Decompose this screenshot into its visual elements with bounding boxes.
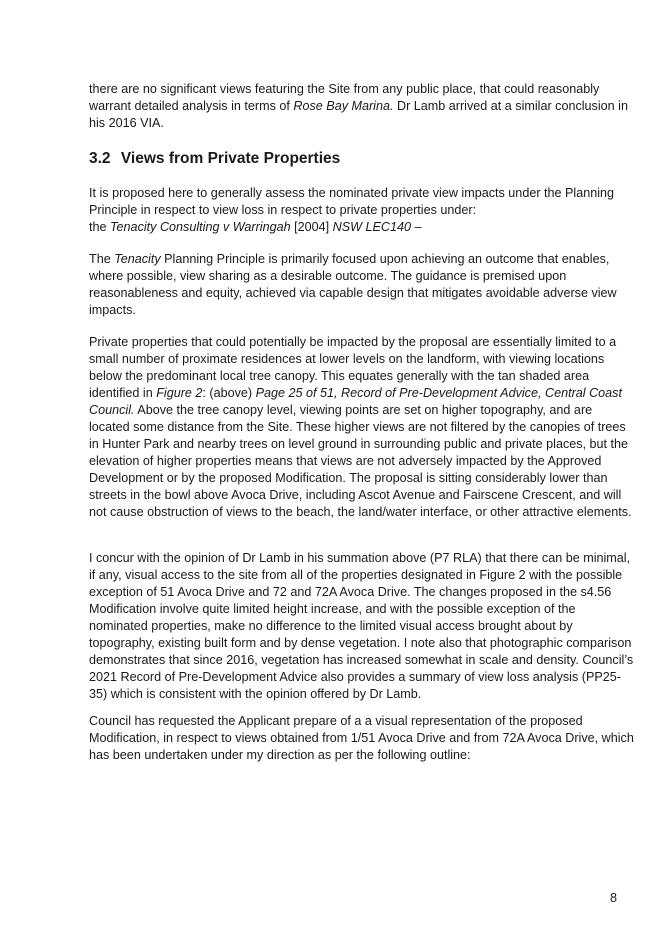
text-run: [2004] <box>290 220 333 234</box>
text-run: Dr Lamb arrived at a similar conclusion in his 2016 VIA. <box>89 99 628 130</box>
italic-run: Tenacity Consulting v Warringah <box>110 220 291 234</box>
italic-run: Rose Bay Marina. <box>293 99 394 113</box>
text-run: Council has requested the Applicant prepare of a a visual representation of the proposed Modification, in respect to views obtained from 1/51 Avoca Drive and from 72A Avoca Drive, which has been undertaken under my direction as per the following outline: <box>89 714 634 762</box>
text-run: It is proposed here to generally assess the nominated private view impacts under the Planning Principle in respect to view loss in respect to private properties under: <box>89 186 615 217</box>
text-run: Private properties that could potentially be impacted by the proposal are essentially limited to a small number of proximate residences at lower levels on the landform, with viewing locations below the predominant local tree canopy. This equates generally with the tan shaded area identified in <box>89 335 617 400</box>
text-run: there are no significant views featuring the Site from any public place, that could reasonably warrant detailed analysis in terms of <box>89 82 600 113</box>
text-run: Planning Principle is primarily focused upon achieving an outcome that enables, where possible, view sharing as a desirable outcome. The guidance is premised upon reasonableness and equity, achieved via capable design that mitigates avoidable adverse view impacts. <box>89 252 617 317</box>
section-heading <box>89 149 634 169</box>
italic-run: Figure 2 <box>156 386 203 400</box>
text-run: the <box>89 220 111 234</box>
paragraph-private-properties <box>89 334 634 521</box>
section-title: Views from Private Properties <box>120 150 341 167</box>
page-number: 8 <box>610 891 618 905</box>
paragraph-council-request <box>89 713 634 764</box>
paragraph-concur-dr-lamb <box>89 550 634 703</box>
text-run: I concur with the opinion of Dr Lamb in his summation above (P7 RLA) that there can be minimal, if any, visual access to the site from all of the properties designated in Figure 2 with the possible exception of 51 Avoca Drive and 72 and 72A Avoca Drive. The changes proposed in the s4.56 Modification involve quite limited height increase, and with the possible exception of the nominated properties, make no difference to the limited visual access brought about by topography, existing built form and by dense vegetation. I note also that photographic comparison demonstrates that since 2016, vegetation has increased somewhat in scale and density. Council’s 2021 Record of Pre-Development Advice also provides a summary of view loss analysis (PP25-35) which is consistent with the opinion offered by Dr Lamb. <box>89 551 634 701</box>
text-run: – <box>411 220 422 234</box>
text-run: The <box>89 252 115 266</box>
paragraph-rose-bay-marina <box>89 81 634 132</box>
section-number: 3.2 <box>89 150 111 167</box>
italic-run: NSW LEC140 <box>332 220 412 234</box>
text-run: Above the tree canopy level, viewing points are set on higher topography, and are located some distance from the Site. These higher views are not filtered by the canopies of trees in Hunter Park and nearby trees on level ground in surrounding public and private places, but the elevation of higher properties means that views are not adversely impacted by the Approved Development or by the proposed Modification. The proposal is sitting considerably lower than streets in the bowl above Avoca Drive, including Ascot Avenue and Fairscene Crescent, and will not cause obstruction of views to the beach, the land/water interface, or other attractive elements. <box>89 403 632 519</box>
paragraph-planning-principle <box>89 185 634 236</box>
paragraph-tenacity <box>89 251 634 319</box>
italic-run: Tenacity <box>114 252 161 266</box>
italic-run: Page 25 of 51, Record of Pre-Development Advice, Central Coast Council. <box>89 386 622 417</box>
text-run: : (above) <box>202 386 256 400</box>
